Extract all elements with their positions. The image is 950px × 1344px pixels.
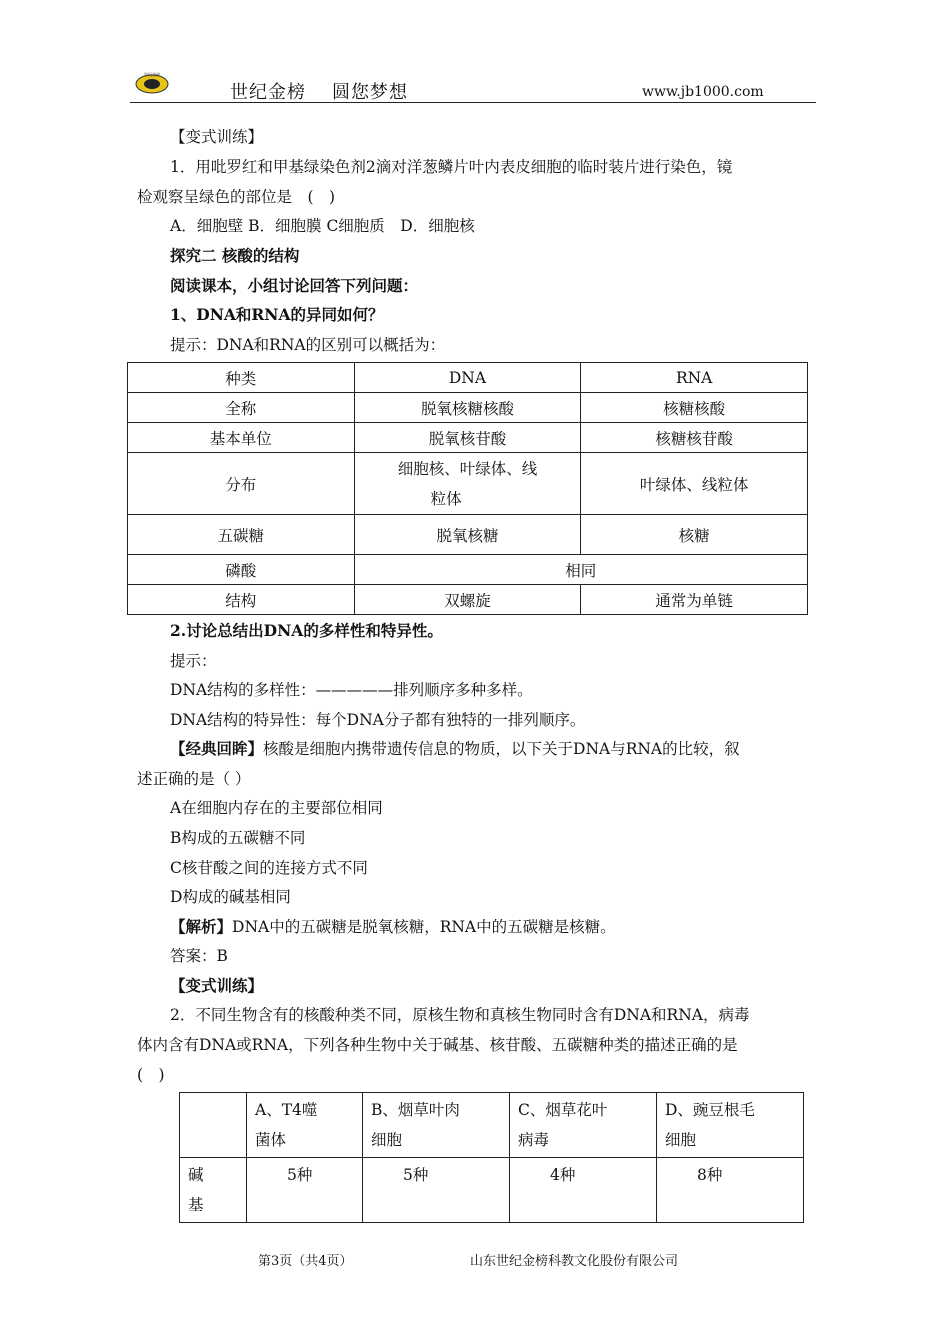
table-cell: 五碳糖: [128, 515, 355, 555]
analysis-label: 【解析】: [170, 917, 233, 936]
option-a: A在细胞内存在的主要部位相同: [170, 799, 383, 817]
cell-line: 基: [188, 1196, 204, 1214]
table-cell: 结构: [128, 585, 355, 615]
instruction: 阅读课本，小组讨论回答下列问题：: [170, 276, 419, 295]
section-label-2: 【变式训练】: [170, 976, 264, 995]
section-label: 【变式训练】: [170, 128, 264, 146]
hint-label: 提示：: [170, 652, 217, 670]
cell-line: A、T4噬: [255, 1101, 318, 1119]
table-cell: 5种: [363, 1158, 510, 1223]
dna-rna-table: [127, 362, 808, 615]
table-cell: [180, 1093, 247, 1158]
svg-text:世纪金榜: 世纪金榜: [144, 72, 160, 77]
hint-specificity: DNA结构的特异性：每个DNA分子都有独特的一排列顺序。: [170, 711, 586, 729]
table-cell: 基本单位: [128, 423, 355, 453]
question-1-options: A．细胞壁 B．细胞膜 C细胞质 D．细胞核: [170, 217, 475, 235]
table-cell: 种类: [128, 363, 355, 393]
table-cell: 脱氧核糖核酸: [354, 393, 581, 423]
organism-table: [179, 1092, 804, 1223]
table-cell: [180, 1158, 247, 1223]
question-2-paren: ( ): [137, 1066, 165, 1084]
cell-line: 细胞: [665, 1131, 697, 1149]
table-cell: 叶绿体、线粒体: [581, 453, 808, 515]
classic-review: [170, 738, 740, 760]
table-cell: 通常为单链: [581, 585, 808, 615]
section-heading: 探究二 核酸的结构: [170, 246, 300, 265]
classic-review-label: 【经典回眸】: [170, 739, 264, 758]
table-cell: 核糖核酸: [581, 393, 808, 423]
table-cell: 脱氧核苷酸: [354, 423, 581, 453]
slogan: 世纪金榜 圆您梦想: [230, 82, 408, 103]
table-cell: 脱氧核糖: [354, 515, 581, 555]
cell-line: C、烟草花叶: [518, 1101, 608, 1119]
table-cell: 核糖核苷酸: [581, 423, 808, 453]
question-1-text: 1．用吡罗红和甲基绿染色剂2滴对洋葱鳞片叶内表皮细胞的临时装片进行染色，镜: [170, 158, 733, 176]
hint-text: 提示：DNA和RNA的区别可以概括为：: [170, 336, 446, 354]
table-cell: [363, 1093, 510, 1158]
table-cell: [510, 1093, 657, 1158]
page-number: 第3页（共4页）: [258, 1254, 353, 1269]
cell-line: 细胞: [371, 1131, 403, 1149]
cell-line: 病毒: [518, 1131, 550, 1149]
cell-line: B、烟草叶肉: [371, 1101, 460, 1119]
table-cell: [354, 453, 581, 515]
option-b: B构成的五碳糖不同: [170, 829, 306, 847]
page-header: [130, 66, 816, 103]
table-cell: 磷酸: [128, 555, 355, 585]
analysis-text: DNA中的五碳糖是脱氧核糖，RNA中的五碳糖是核糖。: [232, 918, 616, 936]
website-url: www.jb1000.com: [642, 84, 764, 100]
cell-line: 菌体: [255, 1131, 287, 1149]
classic-review-text: 核酸是细胞内携带遗传信息的物质，以下关于DNA与RNA的比较，叙: [263, 740, 740, 758]
logo-icon: [134, 70, 170, 94]
hint-diversity: DNA结构的多样性：—————排列顺序多种多样。: [170, 681, 533, 699]
table-cell: 5种: [247, 1158, 363, 1223]
table-cell: 8种: [657, 1158, 804, 1223]
sub-question-1: 1、DNA和RNA的异同如何？: [170, 305, 384, 324]
question-2-text-cont: 体内含有DNA或RNA，下列各种生物中关于碱基、核苷酸、五碳糖种类的描述正确的是: [137, 1036, 738, 1054]
table-cell: [657, 1093, 804, 1158]
sub-question-2: 2.讨论总结出DNA的多样性和特异性。: [170, 621, 443, 640]
option-c: C核苷酸之间的连接方式不同: [170, 859, 368, 877]
analysis: [170, 916, 616, 938]
question-1-text-cont: 检观察呈绿色的部位是 ( ): [137, 188, 336, 206]
answer: 答案：B: [170, 947, 228, 965]
cell-line: 碱: [188, 1166, 204, 1184]
table-cell: 全称: [128, 393, 355, 423]
table-cell: 4种: [510, 1158, 657, 1223]
table-cell: 相同: [354, 555, 807, 585]
table-cell: 分布: [128, 453, 355, 515]
table-cell: DNA: [354, 363, 581, 393]
question-2-text: 2．不同生物含有的核酸种类不同，原核生物和真核生物同时含有DNA和RNA，病毒: [170, 1006, 750, 1024]
company-name: 山东世纪金榜科教文化股份有限公司: [470, 1254, 679, 1269]
cell-line: 细胞核、叶绿体、线: [397, 459, 538, 478]
table-cell: [247, 1093, 363, 1158]
cell-line: 粒体: [430, 489, 462, 508]
option-d: D构成的碱基相同: [170, 888, 291, 906]
table-cell: RNA: [581, 363, 808, 393]
table-cell: 双螺旋: [354, 585, 581, 615]
classic-review-cont: 述正确的是（ ）: [137, 770, 251, 788]
table-cell: 核糖: [581, 515, 808, 555]
cell-line: D、豌豆根毛: [665, 1101, 755, 1119]
